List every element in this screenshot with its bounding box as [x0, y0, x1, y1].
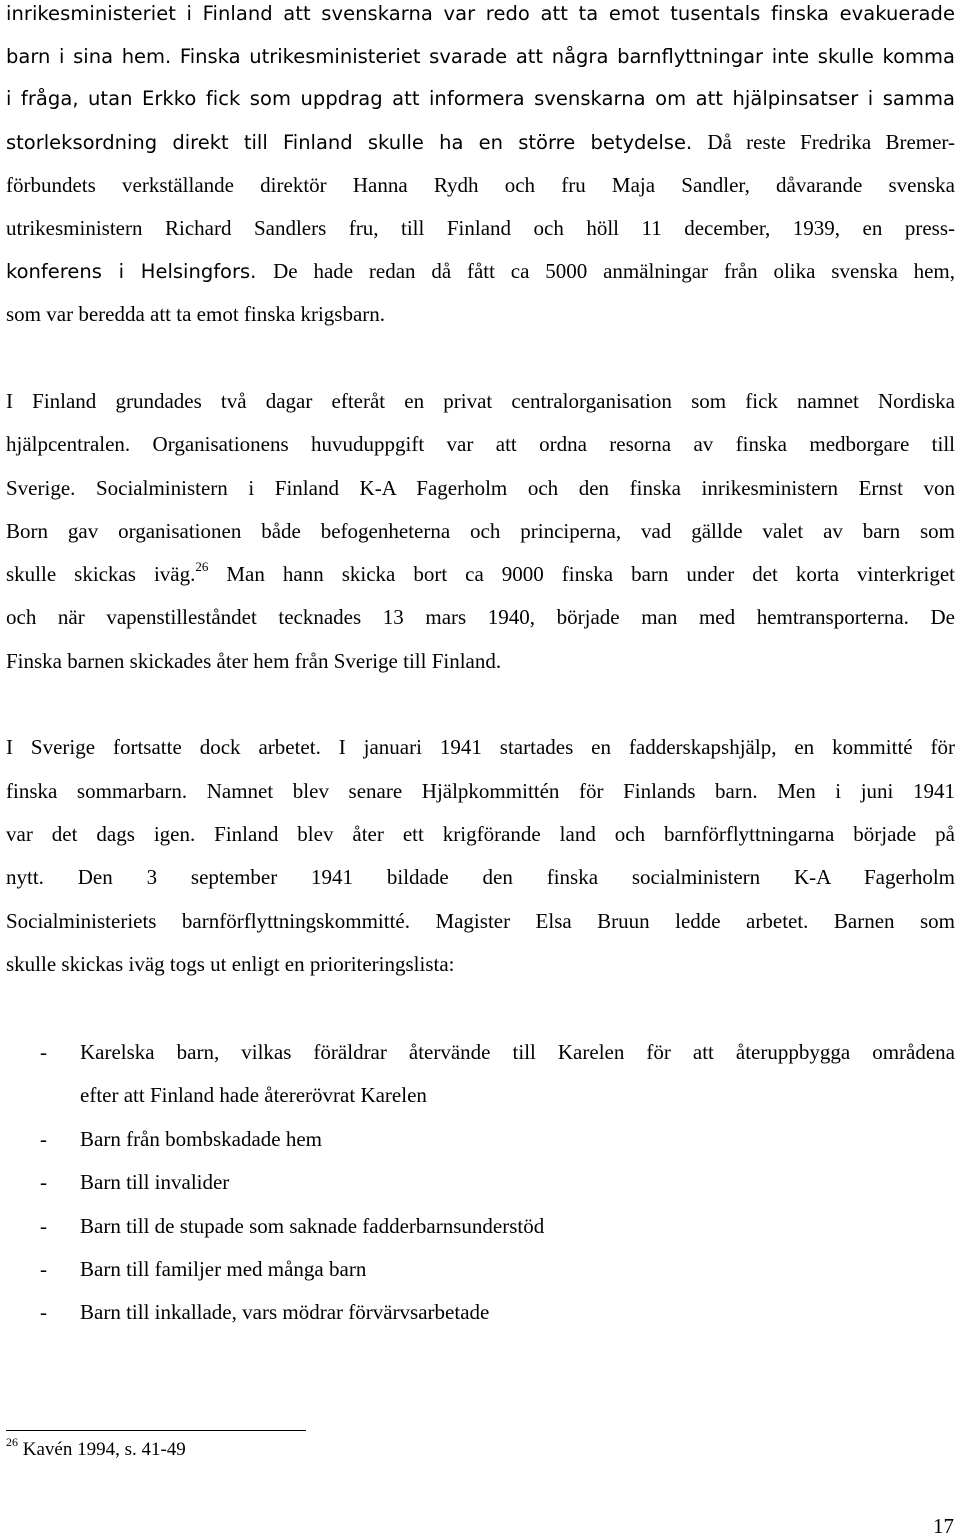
list-item: Barn till familjer med många barn [80, 1257, 367, 1281]
footnote-text: Kavén 1994, s. 41-49 [18, 1439, 186, 1460]
list-item: Barn till inkallade, vars mödrar förvärvsarbetade [80, 1300, 490, 1324]
body-line: I Finland grundades två dagar efteråt en privat centralorganisation som fick namnet Nordiska [6, 389, 955, 413]
text-run: skulle skickas iväg. [6, 562, 196, 586]
text-run: De hade redan då fått ca 5000 anmälningar från olika svenska hem, [273, 259, 955, 283]
page-number: 17 [933, 1514, 954, 1538]
body-line: Finska barnen skickades åter hem från Sverige till Finland. [6, 649, 502, 673]
body-line: var det dags igen. Finland blev åter ett krigförande land och barnförflyttningarna började på [6, 822, 955, 846]
body-line: och när vapenstilleståndet tecknades 13 mars 1940, började man med hemtransporterna. De [6, 605, 955, 629]
body-line: som var beredda att ta emot finska krigsbarn. [6, 302, 386, 326]
body-line: utrikesministern Richard Sandlers fru, till Finland och höll 11 december, 1939, en press- [6, 216, 955, 240]
list-item: Barn till invalider [80, 1170, 230, 1194]
footnote-separator [6, 1430, 306, 1431]
body-line: i fråga, utan Erkko fick som uppdrag att informera svenskarna om att hjälpinsatser i samma [6, 87, 955, 110]
body-line: Born gav organisationen både befogenheterna och principerna, vad gällde valet av barn som [6, 519, 955, 543]
body-line: skulle skickas iväg togs ut enligt en prioriteringslista: [6, 952, 455, 976]
body-line: Sverige. Socialministern i Finland K-A Fagerholm och den finska inrikesministern Ernst von [6, 476, 955, 500]
body-line [6, 257, 955, 285]
body-line [6, 560, 955, 588]
list-bullet: - [40, 1257, 47, 1281]
body-line: I Sverige fortsatte dock arbetet. I januari 1941 startades en fadderskapshjälp, en kommitté för [6, 735, 955, 759]
list-bullet: - [40, 1214, 47, 1238]
body-line: hjälpcentralen. Organisationens huvuduppgift var att ordna resorna av finska medborgare till [6, 432, 955, 456]
text-run: Då reste Fredrika Bremer- [707, 130, 955, 154]
list-bullet: - [40, 1040, 47, 1064]
text-run: storleksordning direkt till Finland skulle ha en större betydelse. [6, 131, 708, 154]
footnote-number: 26 [6, 1434, 18, 1449]
text-run: Man hann skicka bort ca 9000 finska barn under det korta vinterkriget [208, 562, 956, 586]
text-run: Finska utrikesministeriet svarade att några barnflyttningar inte skulle komma [179, 45, 955, 68]
body-line: Socialministeriets barnförflyttningskommitté. Magister Elsa Bruun ledde arbetet. Barnen som [6, 909, 955, 933]
text-run: konferens i Helsingfors. [6, 260, 274, 283]
footnote [6, 1434, 186, 1462]
footnote-reference: 26 [195, 559, 209, 574]
list-item: Barn till de stupade som saknade fadderbarnsunderstöd [80, 1214, 545, 1238]
text-run: barn i sina hem. [6, 45, 180, 68]
body-line: förbundets verkställande direktör Hanna Rydh och fru Maja Sandler, dåvarande svenska [6, 173, 955, 197]
list-item: Karelska barn, vilkas föräldrar återvände till Karelen för att återuppbygga områdena [80, 1040, 955, 1064]
list-item-continuation: efter att Finland hade återerövrat Karelen [80, 1083, 427, 1107]
body-line [6, 128, 955, 156]
list-bullet: - [40, 1127, 47, 1151]
body-line [6, 42, 955, 70]
body-line: inrikesministeriet i Finland att svenskarna var redo att ta emot tusentals finska evakuerade [6, 2, 955, 25]
list-bullet: - [40, 1170, 47, 1194]
list-item: Barn från bombskadade hem [80, 1127, 323, 1151]
body-line: finska sommarbarn. Namnet blev senare Hjälpkommittén för Finlands barn. Men i juni 1941 [6, 779, 955, 803]
list-bullet: - [40, 1300, 47, 1324]
body-line: nytt. Den 3 september 1941 bildade den finska socialministern K-A Fagerholm [6, 865, 955, 889]
